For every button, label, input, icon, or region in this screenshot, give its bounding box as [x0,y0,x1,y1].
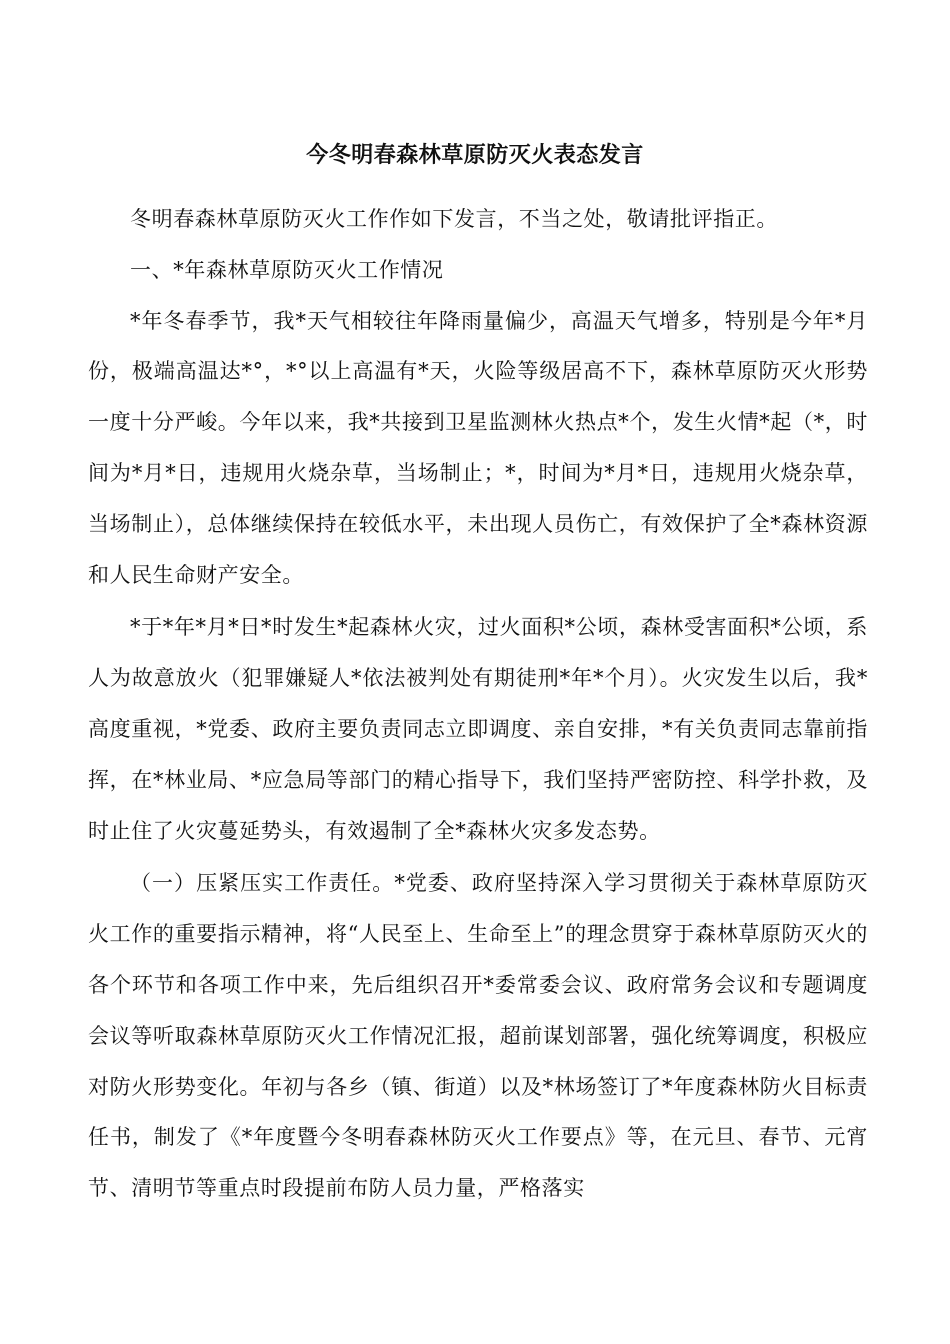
paragraph-intro: 冬明春森林草原防灭火工作作如下发言，不当之处，敬请批评指正。 [130,207,778,231]
paragraph-situation: *年冬春季节，我*天气相较往年降雨量偏少，高温天气增多，特别是今年*月份，极端高温达*°，*°以上高温有*天，火险等级居高不下，森林草原防灭火形势一度十分严峻。今年以来，我*共接到卫星监测林火热点*个，发生火情*起（*，时间为*月*日，违规用火烧杂草，当场制止；*，时间为*月*日，违规用火烧杂草，当场制止），总体继续保持在较低水平，未出现人员伤亡，有效保护了全*森林资源和人民生命财产安全。 [88,308,868,587]
document-body [88,194,868,1214]
paragraph-responsibility: （一）压紧压实工作责任。*党委、政府坚持深入学习贯彻关于森林草原防灭火工作的重要指示精神，将“人民至上、生命至上”的理念贯穿于森林草原防灭火的各个环节和各项工作中来，先后组织召开*委常委会议、政府常务会议和专题调度会议等听取森林草原防灭火工作情况汇报，超前谋划部署，强化统筹调度，积极应对防火形势变化。年初与各乡（镇、街道）以及*林场签订了*年度森林防火目标责任书，制发了《*年度暨今冬明春森林防灭火工作要点》等，在元旦、春节、元宵节、清明节等重点时段提前布防人员力量，严格落实 [88,871,868,1201]
document-title: 今冬明春森林草原防灭火表态发言 [306,142,644,168]
section-heading: 一、*年森林草原防灭火工作情况 [130,257,444,282]
paragraph-fire-incident: *于*年*月*日*时发生*起森林火灾，过火面积*公顷，森林受害面积*公顷，系人为故意放火（犯罪嫌疑人*依法被判处有期徒刑*年*个月）。火灾发生以后，我*高度重视，*党委、政府主要负责同志立即调度、亲自安排，*有关负责同志靠前指挥，在*林业局、*应急局等部门的精心指导下，我们坚持严密防控、科学扑救，及时止住了火灾蔓延势头，有效遏制了全*森林火灾多发态势。 [88,615,868,843]
